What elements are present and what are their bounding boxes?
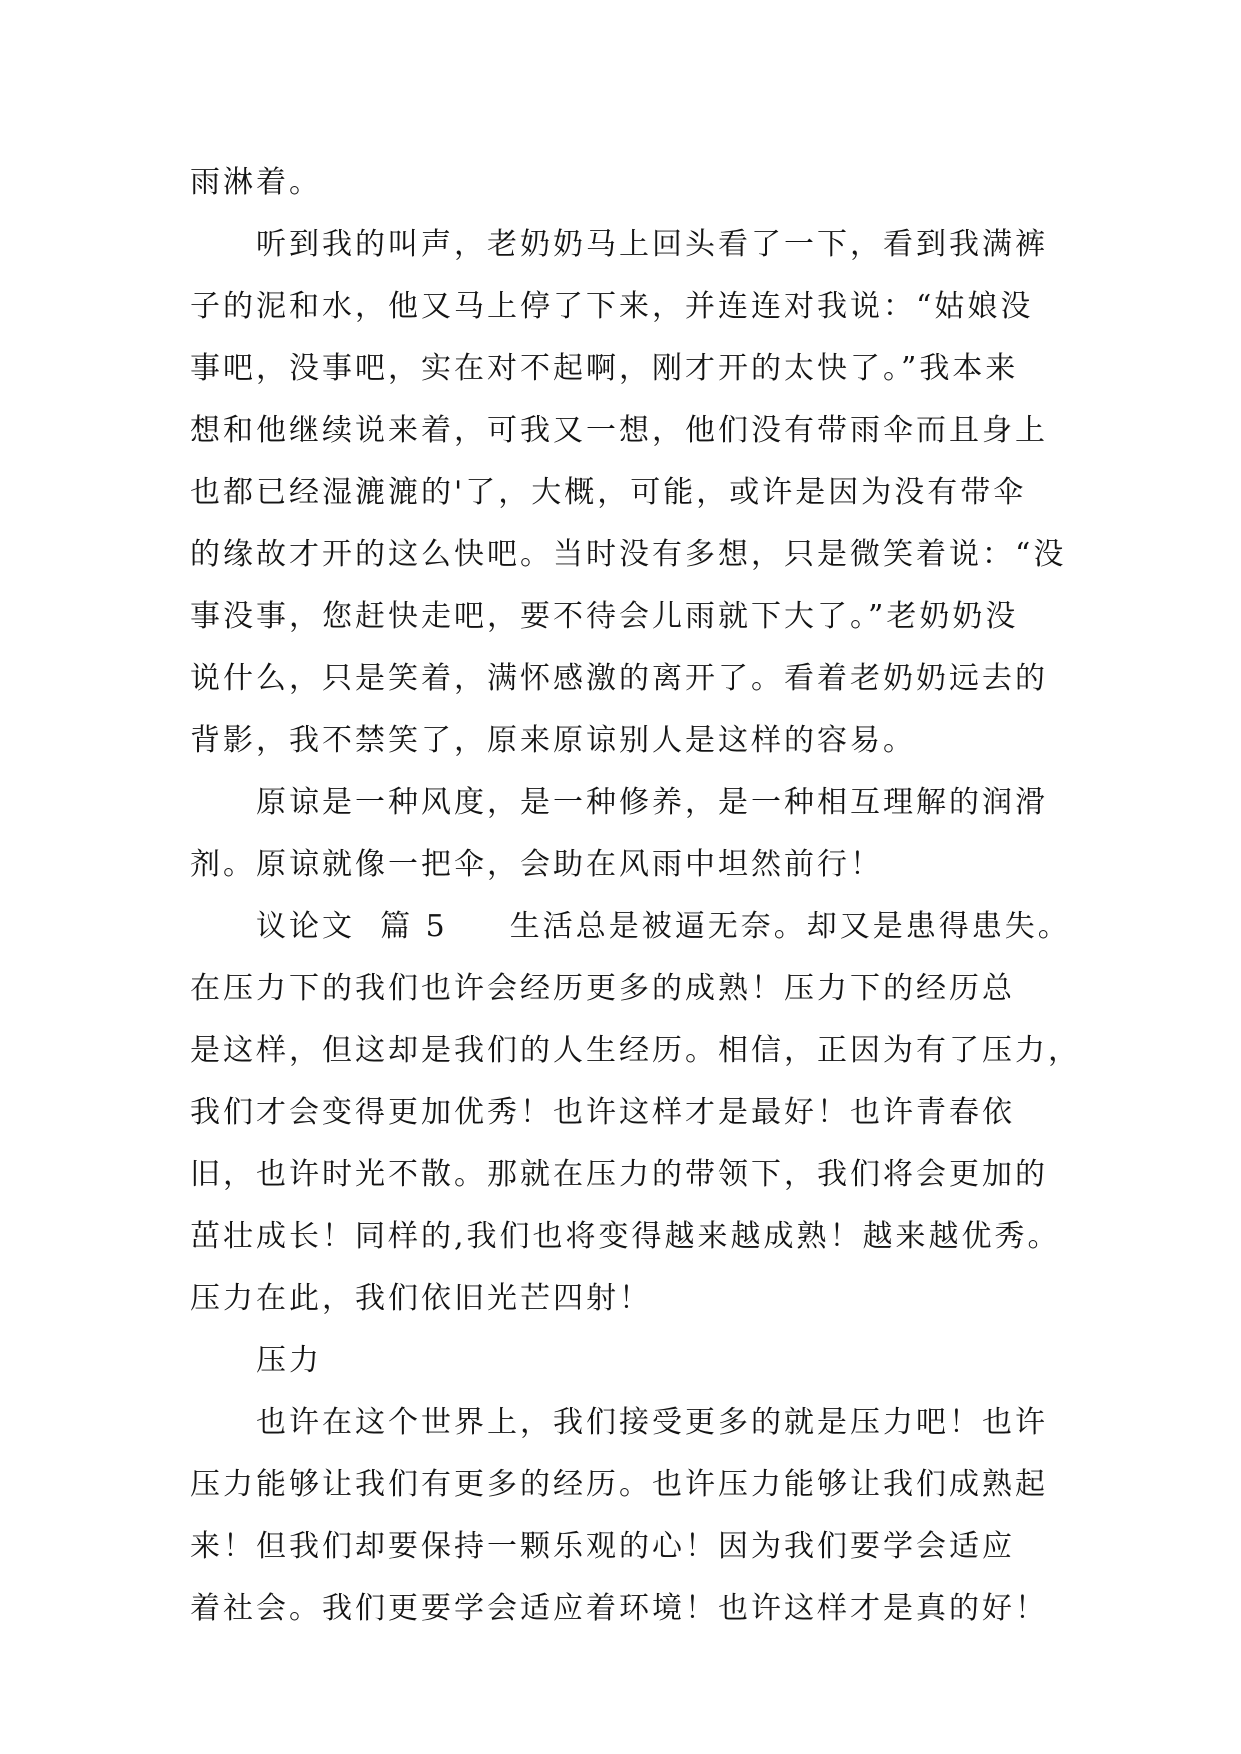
text-line: 旧，也许时光不散。那就在压力的带领下，我们将会更加的 [190, 1157, 1048, 1192]
section-heading-line [190, 896, 1071, 958]
text-line: 雨淋着。 [190, 165, 322, 200]
section-heading: 议论文 篇 5 [256, 909, 448, 944]
text-line: 压力能够让我们有更多的经历。也许压力能够让我们成熟起 [190, 1467, 1048, 1502]
text-line: 来！但我们却要保持一颗乐观的心！因为我们要学会适应 [190, 1529, 1015, 1564]
text-line: 是这样，但这却是我们的人生经历。相信，正因为有了压力， [190, 1033, 1081, 1068]
text-line: 事吧，没事吧，实在对不起啊，刚才开的太快了。”我本来 [190, 351, 1019, 386]
text-line: 背影，我不禁笑了，原来原谅别人是这样的容易。 [190, 723, 916, 758]
paragraph-start-line: 听到我的叫声，老奶奶马上回头看了一下，看到我满裤 [256, 227, 1048, 262]
subheading-line: 压力 [256, 1343, 322, 1378]
text-line: 着社会。我们更要学会适应着环境！也许这样才是真的好！ [190, 1591, 1048, 1626]
text-line: 也都已经湿漉漉的'了，大概，可能，或许是因为没有带伞 [190, 475, 1027, 510]
text-line: 压力在此，我们依旧光芒四射！ [190, 1281, 652, 1316]
text-line: 剂。原谅就像一把伞，会助在风雨中坦然前行！ [190, 847, 883, 882]
article-body [190, 152, 1081, 1640]
paragraph-start-line: 原谅是一种风度，是一种修养，是一种相互理解的润滑 [256, 785, 1048, 820]
text-line: 茁壮成长！同样的,我们也将变得越来越成熟！越来越优秀。 [190, 1219, 1061, 1254]
text-line: 事没事，您赶快走吧，要不待会儿雨就下大了。”老奶奶没 [190, 599, 1019, 634]
text-line: 说什么，只是笑着，满怀感激的离开了。看着老奶奶远去的 [190, 661, 1048, 696]
text-line: 在压力下的我们也许会经历更多的成熟！压力下的经历总 [190, 971, 1015, 1006]
text-line: 我们才会变得更加优秀！也许这样才是最好！也许青春依 [190, 1095, 1015, 1130]
text-line: 的缘故才开的这么快吧。当时没有多想，只是微笑着说：“没 [190, 537, 1067, 572]
text-line: 想和他继续说来着，可我又一想，他们没有带雨伞而且身上 [190, 413, 1048, 448]
text-line: 子的泥和水，他又马上停了下来，并连连对我说：“姑娘没 [190, 289, 1034, 324]
section-first-sentence: 生活总是被逼无奈。却又是患得患失。 [509, 909, 1071, 944]
paragraph-start-line: 也许在这个世界上，我们接受更多的就是压力吧！也许 [256, 1405, 1048, 1440]
